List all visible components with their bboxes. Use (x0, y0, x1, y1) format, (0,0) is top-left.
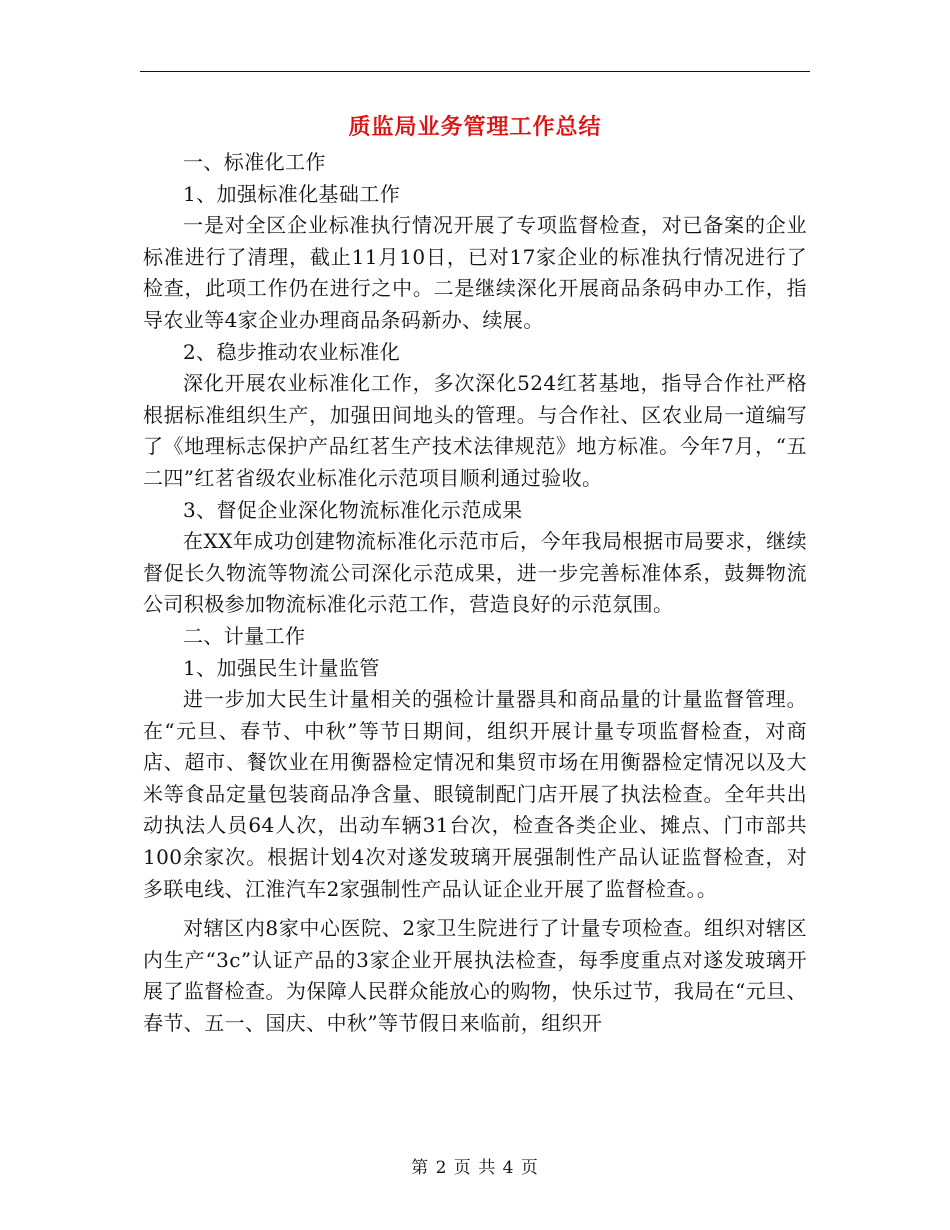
section-heading-metrology: 二、计量工作 (183, 623, 306, 648)
paragraph-logistics-standardization: 在XX年成功创建物流标准化示范市后，今年我局根据市局要求，继续督促长久物流等物流公司深化示范成果，进一步完善标准体系，鼓舞物流公司积极参加物流标准化示范工作，营造良好的示范氛围。 (143, 529, 807, 617)
section-heading-standardization: 一、标准化工作 (183, 150, 326, 174)
paragraph-metrology-supervision: 进一步加大民生计量相关的强检计量器具和商品量的计量监督管理。在“元旦、春节、中秋”等节日期间，组织开展计量专项监督检查，对商店、超市、餐饮业在用衡器检定情况和集贸市场在用衡器检定情况以及大米等食品定量包装商品净含量、眼镜制配门店开展了执法检查。全年共出动执法人员64人次，出动车辆31台次，检查各类企业、摊点、门市部共100余家次。根据计划4次对遂发玻璃开展强制性产品认证监督检查，对多联电线、江淮汽车2家强制性产品认证企业开展了监督检查。。 (143, 687, 807, 901)
paragraph-agricultural-standardization: 深化开展农业标准化工作，多次深化524红茗基地，指导合作社严格根据标准组织生产，加强田间地头的管理。与合作社、区农业局一道编写了《地理标志保护产品红茗生产技术法律规范》地方标准。今年7月，“五二四”红茗省级农业标准化示范项目顺利通过验收。 (143, 371, 807, 490)
document-page (143, 110, 807, 1040)
subheading-livelihood-metrology: 1、加强民生计量监管 (183, 655, 380, 680)
document-title: 质监局业务管理工作总结 (348, 114, 602, 140)
paragraph-standards-inspection: 一是对全区企业标准执行情况开展了专项监督检查，对已备案的企业标准进行了清理，截止11月10日，已对17家企业的标准执行情况进行了检查，此项工作仍在进行之中。二是继续深化开展商品条码申办工作，指导农业等4家企业办理商品条码新办、续展。 (143, 213, 807, 332)
page-number: 第 2 页 共 4 页 (411, 1158, 539, 1178)
paragraph-hospital-inspection: 对辖区内8家中心医院、2家卫生院进行了计量专项检查。组织对辖区内生产“3c”认证产品的3家企业开展执法检查，每季度重点对遂发玻璃开展了监督检查。为保障人民群众能放心的购物，快乐过节，我局在“元旦、春节、五一、国庆、中秋”等节假日来临前，组织开 (143, 916, 807, 1036)
header-rule (140, 71, 810, 72)
subheading-agricultural-standardization: 2、稳步推动农业标准化 (183, 339, 401, 364)
subheading-logistics-standardization: 3、督促企业深化物流标准化示范成果 (183, 497, 523, 522)
subheading-standardization-basics: 1、加强标准化基础工作 (183, 181, 401, 206)
